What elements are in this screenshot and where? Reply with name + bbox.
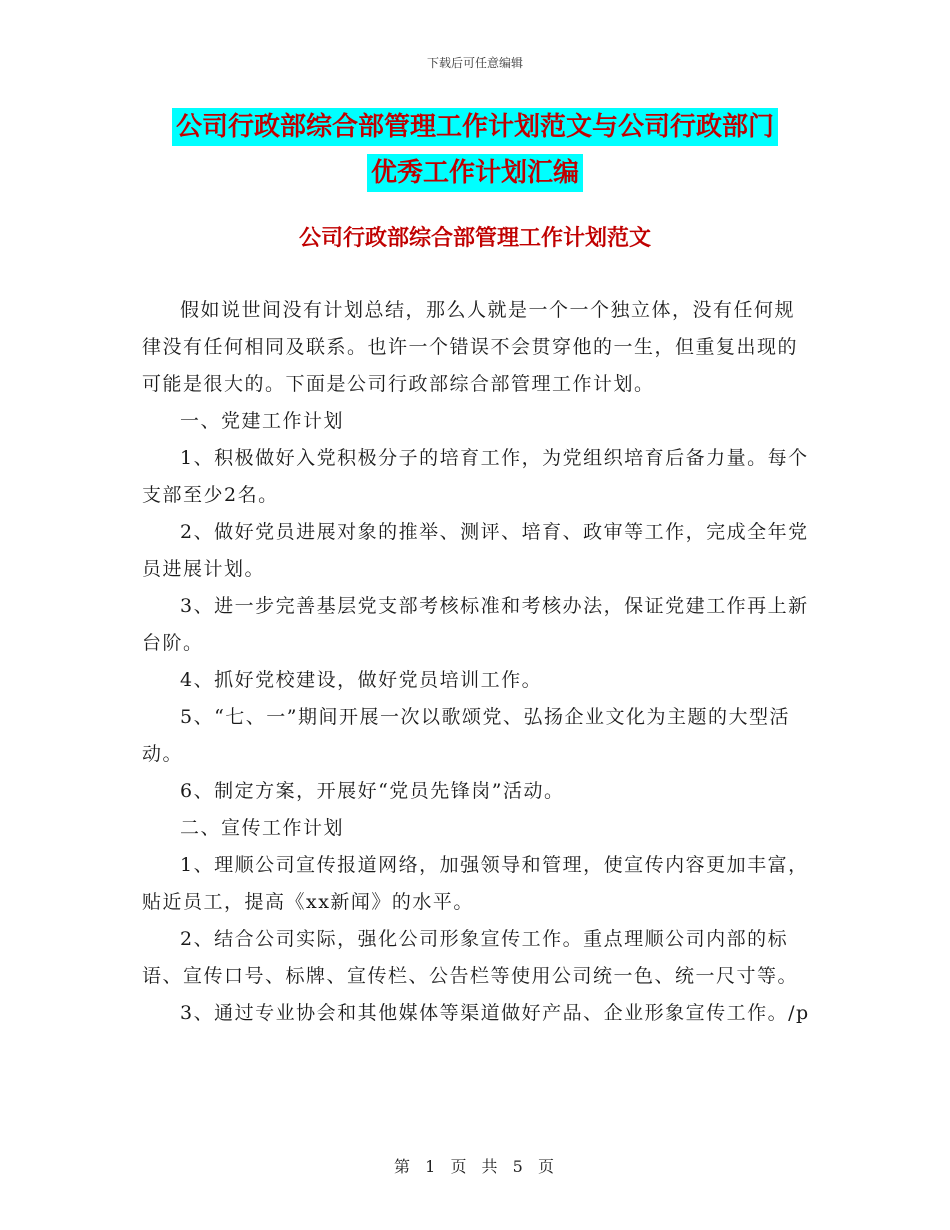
section-heading-party: 一、党建工作计划 (180, 410, 345, 432)
section-subtitle: 公司行政部综合部管理工作计划范文 (298, 226, 651, 251)
footer-page-label: 第 (394, 1157, 413, 1176)
paragraph: 3、通过专业协会和其他媒体等渠道做好产品、企业形象宣传工作。/p (180, 1002, 810, 1024)
footer-total-unit: 页 (537, 1157, 556, 1176)
footer-page-unit: 页 (450, 1157, 469, 1176)
footer-total-number: 5 (512, 1157, 525, 1176)
header-note: 下载后可任意编辑 (426, 56, 523, 70)
paragraph: 3、进一步完善基层党支部考核标准和考核办法，保证党建工作再上新台阶。 (142, 595, 809, 654)
footer-total-label: 共 (481, 1157, 500, 1176)
paragraph-intro: 假如说世间没有计划总结，那么人就是一个一个独立体，没有任何规律没有任何相同及联系。也许一个错误不会贯穿他的一生，但重复出现的可能是很大的。下面是公司行政部综合部管理工作计划。 (142, 299, 799, 395)
section-heading-publicity: 二、宣传工作计划 (180, 817, 345, 839)
paragraph: 2、结合公司实际，强化公司形象宣传工作。重点理顺公司内部的标语、宣传口号、标牌、宣传栏、公告栏等使用公司统一色、统一尺寸等。 (142, 928, 799, 987)
paragraph: 4、抓好党校建设，做好党员培训工作。 (180, 669, 543, 691)
paragraph: 1、积极做好入党积极分子的培育工作，为党组织培育后备力量。每个支部至少2名。 (142, 447, 809, 506)
page-footer (0, 1154, 950, 1177)
paragraph: 1、理顺公司宣传报道网络，加强领导和管理，使宣传内容更加丰富，贴近员工，提高《xx新闻》的水平。 (142, 854, 809, 913)
body-text (142, 292, 812, 1032)
document-title (0, 108, 950, 200)
footer-page-number: 1 (425, 1157, 438, 1176)
title-line-1: 公司行政部综合部管理工作计划范文与公司行政部门 (172, 108, 778, 146)
paragraph: 2、做好党员进展对象的推举、测评、培育、政审等工作，完成全年党员进展计划。 (142, 521, 809, 580)
title-line-2: 优秀工作计划汇编 (367, 154, 583, 192)
paragraph: 5、“七、一”期间开展一次以歌颂党、弘扬企业文化为主题的大型活动。 (142, 706, 791, 765)
paragraph: 6、制定方案，开展好“党员先锋岗”活动。 (180, 780, 565, 802)
